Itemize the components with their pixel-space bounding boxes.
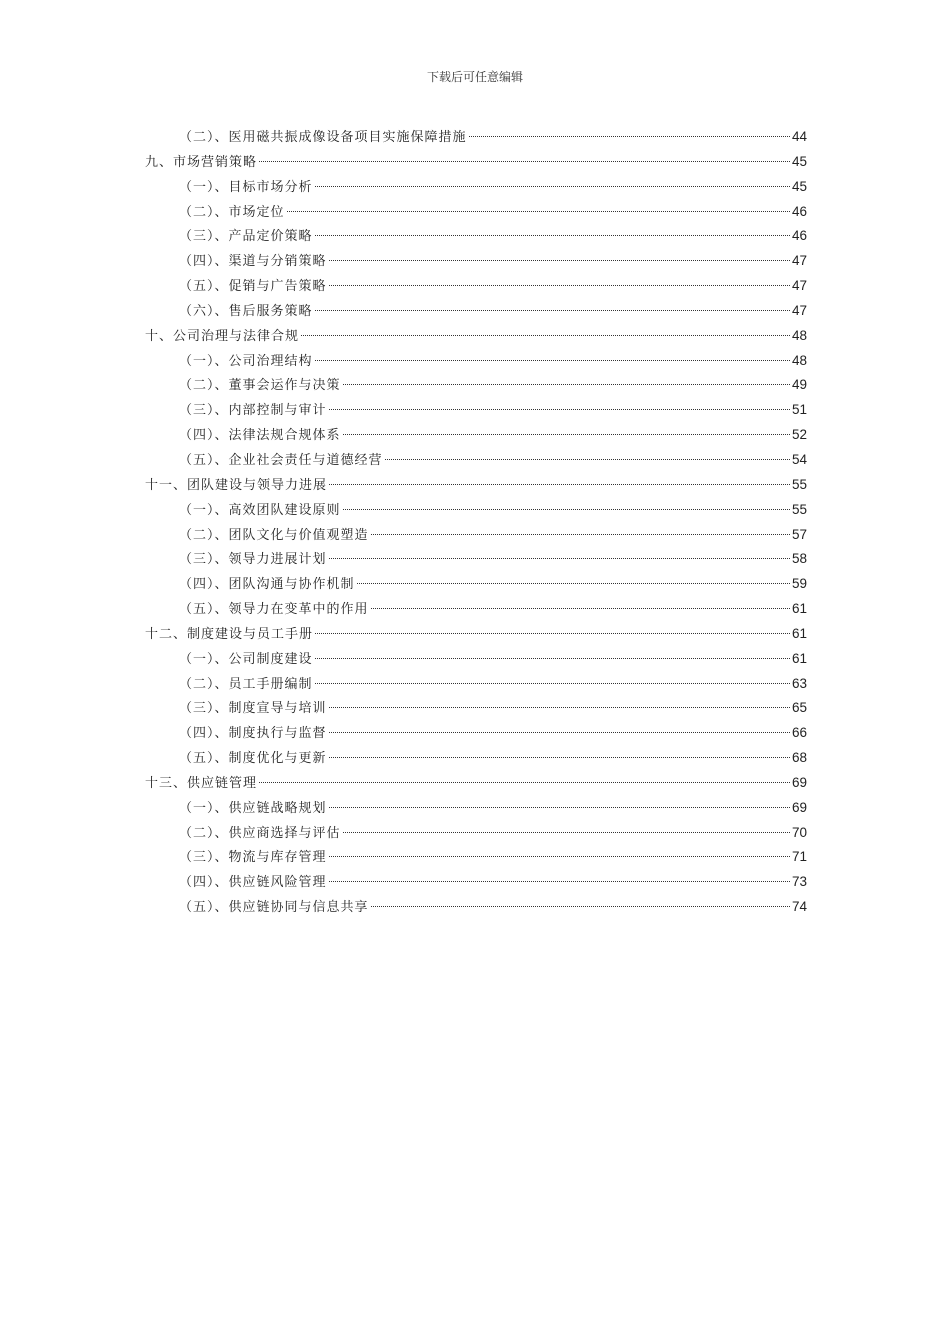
toc-page-number: 70 [791, 824, 807, 840]
toc-entry-title: （一）、公司制度建设 [179, 651, 313, 667]
toc-entry-title: （四）、供应链风险管理 [179, 875, 327, 891]
toc-section-entry[interactable] [145, 597, 807, 622]
toc-page-number: 69 [791, 774, 807, 790]
toc-entry-title: （一）、高效团队建设原则 [179, 502, 341, 518]
toc-entry-title: （五）、促销与广告策略 [179, 279, 327, 295]
toc-page-number: 54 [791, 451, 807, 467]
toc-entry-title: （四）、法律法规合规体系 [179, 428, 341, 444]
toc-dot-leader [343, 509, 790, 510]
toc-dot-leader [259, 782, 790, 783]
toc-dot-leader [329, 285, 790, 286]
toc-entry-title: （四）、制度执行与监督 [179, 726, 327, 742]
toc-dot-leader [315, 633, 790, 634]
toc-page-number: 59 [791, 576, 807, 592]
toc-dot-leader [329, 707, 790, 708]
toc-page-number: 61 [791, 601, 807, 617]
toc-page-number: 65 [791, 700, 807, 716]
toc-section-entry[interactable] [145, 299, 807, 324]
toc-page-number: 48 [791, 327, 807, 343]
toc-entry-title: 九、市场营销策略 [145, 154, 258, 170]
toc-page-number: 61 [791, 625, 807, 641]
toc-dot-leader [371, 906, 790, 907]
toc-chapter-entry[interactable] [145, 473, 807, 498]
toc-dot-leader [315, 658, 790, 659]
toc-chapter-entry[interactable] [145, 771, 807, 796]
toc-page-number: 44 [791, 129, 807, 144]
toc-page-number: 46 [791, 203, 807, 219]
toc-dot-leader [329, 260, 790, 261]
toc-dot-leader [329, 807, 790, 808]
toc-dot-leader [371, 608, 790, 609]
toc-chapter-entry[interactable] [145, 150, 807, 175]
toc-dot-leader [343, 832, 790, 833]
toc-entry-title: （二）、医用磁共振成像设备项目实施保障措施 [179, 130, 467, 145]
toc-section-entry[interactable] [145, 721, 807, 746]
toc-page-number: 46 [791, 228, 807, 244]
toc-dot-leader [329, 757, 790, 758]
toc-entry-title: （一）、供应链战略规划 [179, 800, 327, 816]
toc-dot-leader [329, 856, 790, 857]
toc-dot-leader [301, 335, 790, 336]
toc-entry-title: （五）、制度优化与更新 [179, 751, 327, 767]
toc-section-entry[interactable] [145, 423, 807, 448]
toc-dot-leader [259, 161, 790, 162]
toc-page-number: 47 [791, 278, 807, 294]
toc-page-number: 45 [791, 153, 807, 169]
toc-page-number: 55 [791, 476, 807, 492]
toc-entry-title: （三）、内部控制与审计 [179, 403, 327, 419]
toc-dot-leader [469, 136, 790, 137]
toc-page-number: 51 [791, 402, 807, 418]
toc-entry-title: （二）、市场定位 [179, 204, 285, 220]
toc-entry-title: 十三、供应链管理 [145, 775, 258, 791]
toc-entry-title: （二）、董事会运作与决策 [179, 378, 341, 394]
toc-page-number: 68 [791, 750, 807, 766]
toc-page-number: 57 [791, 526, 807, 542]
toc-entry-title: （二）、团队文化与价值观塑造 [179, 527, 369, 543]
toc-entry-title: （五）、领导力在变革中的作用 [179, 602, 369, 618]
toc-entry-title: 十、公司治理与法律合规 [145, 328, 300, 344]
toc-entry-title: （二）、供应商选择与评估 [179, 825, 341, 841]
table-of-contents [145, 125, 807, 920]
toc-entry-title: （五）、供应链协同与信息共享 [179, 900, 369, 916]
toc-entry-title: 十二、制度建设与员工手册 [145, 626, 314, 642]
toc-entry-title: （三）、领导力进展计划 [179, 552, 327, 568]
toc-dot-leader [315, 186, 790, 187]
toc-entry-title: （三）、制度宣导与培训 [179, 701, 327, 717]
toc-section-entry[interactable] [145, 349, 807, 374]
toc-entry-title: （五）、企业社会责任与道德经营 [179, 452, 383, 468]
toc-dot-leader [371, 534, 790, 535]
toc-section-entry[interactable] [145, 249, 807, 274]
toc-section-entry[interactable] [145, 845, 807, 870]
toc-entry-title: （一）、目标市场分析 [179, 179, 313, 195]
toc-section-entry[interactable] [145, 821, 807, 846]
toc-page-number: 63 [791, 675, 807, 691]
toc-dot-leader [343, 434, 790, 435]
toc-dot-leader [385, 459, 790, 460]
toc-page-number: 48 [791, 352, 807, 368]
toc-section-entry[interactable] [145, 547, 807, 572]
toc-section-entry[interactable] [145, 895, 807, 920]
toc-page-number: 47 [791, 253, 807, 269]
toc-page-number: 66 [791, 725, 807, 741]
toc-section-entry[interactable] [145, 572, 807, 597]
toc-dot-leader [343, 384, 790, 385]
toc-section-entry[interactable] [145, 175, 807, 200]
toc-entry-title: （一）、公司治理结构 [179, 353, 313, 369]
toc-section-entry[interactable] [145, 224, 807, 249]
toc-section-entry[interactable] [145, 274, 807, 299]
toc-entry-title: （六）、售后服务策略 [179, 303, 313, 319]
toc-page-number: 47 [791, 302, 807, 318]
page-header-note: 下载后可任意编辑 [426, 70, 523, 84]
toc-dot-leader [329, 732, 790, 733]
toc-section-entry[interactable] [145, 672, 807, 697]
toc-page-number: 55 [791, 501, 807, 517]
toc-section-entry[interactable] [145, 498, 807, 523]
toc-entry-title: （二）、员工手册编制 [179, 676, 313, 692]
toc-page-number: 74 [791, 899, 807, 915]
toc-entry-title: （三）、产品定价策略 [179, 229, 313, 245]
toc-page-number: 69 [791, 799, 807, 815]
toc-page-number: 61 [791, 650, 807, 666]
toc-dot-leader [287, 211, 790, 212]
toc-page-number: 52 [791, 427, 807, 443]
toc-section-entry[interactable] [145, 696, 807, 721]
toc-section-entry[interactable] [145, 398, 807, 423]
toc-section-entry[interactable] [145, 373, 807, 398]
toc-chapter-entry[interactable] [145, 622, 807, 647]
toc-entry-title: （四）、渠道与分销策略 [179, 254, 327, 270]
toc-entry-title: （三）、物流与库存管理 [179, 850, 327, 866]
toc-entry-title: 十一、团队建设与领导力进展 [145, 477, 328, 493]
toc-page-number: 45 [791, 178, 807, 194]
toc-dot-leader [357, 583, 790, 584]
toc-section-entry[interactable] [145, 870, 807, 895]
toc-dot-leader [315, 235, 790, 236]
toc-page-number: 49 [791, 377, 807, 393]
toc-dot-leader [315, 310, 790, 311]
toc-entry-title: （四）、团队沟通与协作机制 [179, 577, 355, 593]
toc-page-number: 73 [791, 874, 807, 890]
toc-section-entry[interactable] [145, 647, 807, 672]
toc-dot-leader [315, 360, 790, 361]
toc-dot-leader [329, 409, 790, 410]
toc-section-entry[interactable] [145, 796, 807, 821]
toc-section-entry[interactable] [145, 746, 807, 771]
toc-page-number: 71 [791, 849, 807, 865]
toc-chapter-entry[interactable] [145, 324, 807, 349]
toc-dot-leader [315, 683, 790, 684]
toc-dot-leader [329, 558, 790, 559]
toc-dot-leader [329, 484, 790, 485]
toc-dot-leader [329, 881, 790, 882]
toc-section-entry[interactable] [145, 125, 807, 150]
toc-section-entry[interactable] [145, 523, 807, 548]
toc-page-number: 58 [791, 551, 807, 567]
toc-section-entry[interactable] [145, 200, 807, 225]
toc-section-entry[interactable] [145, 448, 807, 473]
